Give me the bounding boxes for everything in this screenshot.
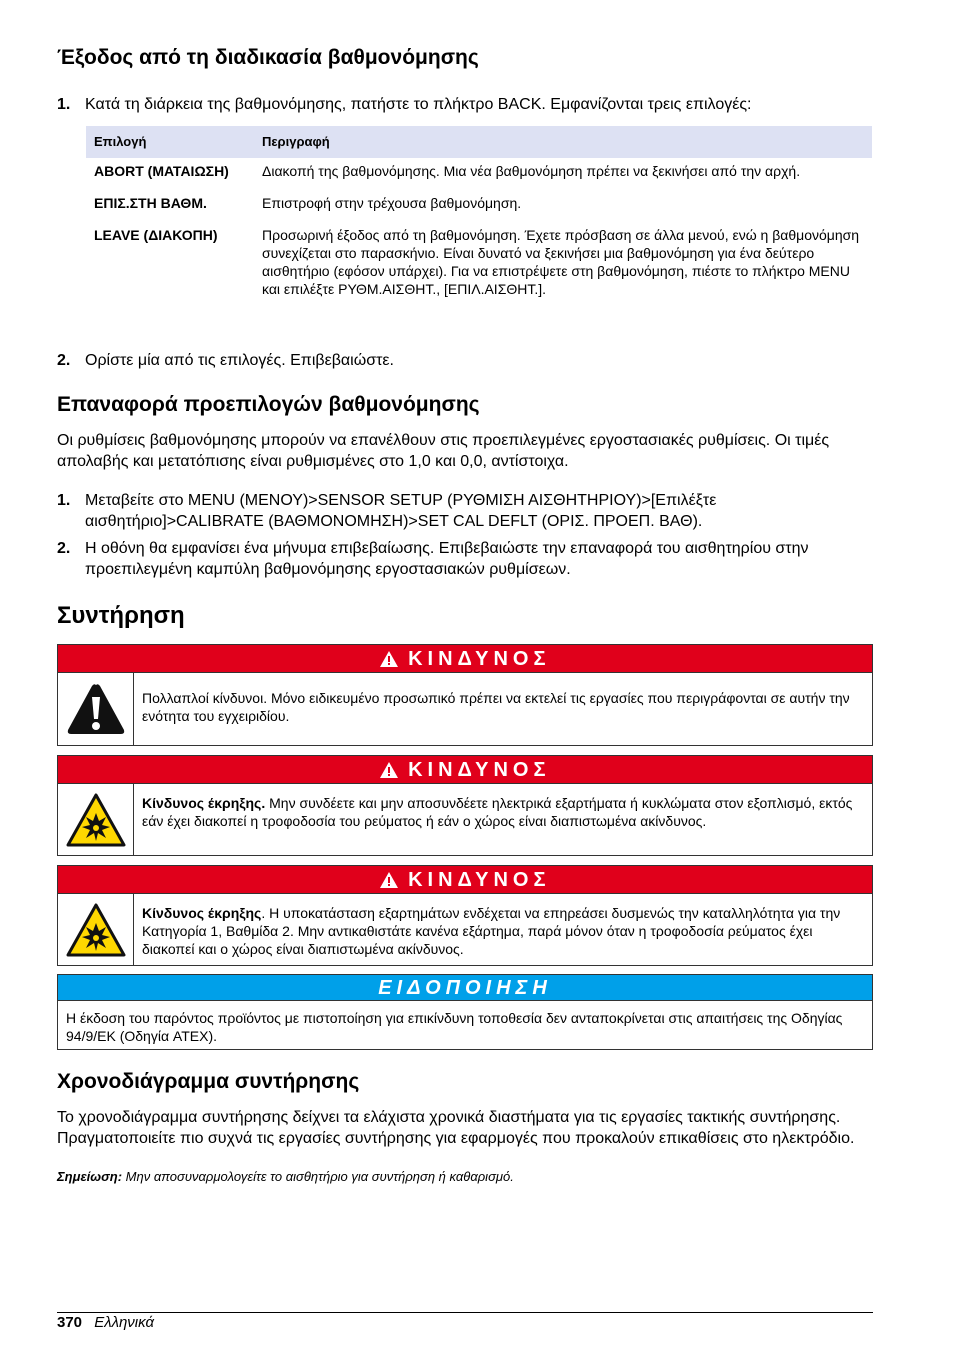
- danger-text-bold: Κίνδυνος έκρηξης: [142, 905, 262, 921]
- description-cell: Διακοπή της βαθμονόμησης. Μια νέα βαθμονόμηση πρέπει να ξεκινήσει από την αρχή.: [262, 163, 801, 179]
- column-header-option: Επιλογή: [86, 126, 254, 158]
- danger-header: [58, 645, 872, 673]
- table-row: [86, 190, 872, 222]
- option-cell: ΕΠΙΣ.ΣΤΗ ΒΑΘΜ.: [94, 195, 207, 211]
- footer: [57, 1313, 154, 1333]
- option-cell: LEAVE (ΔΙΑΚΟΠΗ): [94, 227, 218, 243]
- options-table: [86, 126, 872, 308]
- danger-label: ΚΙΝΔΥΝΟΣ: [408, 869, 551, 891]
- table-row: [86, 222, 872, 308]
- note: [57, 1168, 873, 1185]
- description-cell: Προσωρινή έξοδος από τη βαθμονόμηση. Έχετε πρόσβαση σε άλλα μενού, ενώ η βαθμονόμηση συνεχίζεται στο παρασκήνιο. Είναι δυνατό να ξεκινήσει μια βαθμονόμηση για ένα δεύτερο αισθητήριο (εφόσον υπάρχει). Για να επιστρέψετε στη βαθμονόμηση, πιέστε το πλήκτρο MENU και επιλέξτε ΡΥΘΜ.ΑΙΣΘΗΤ., [ΕΠΙΛ.ΑΙΣΘΗΤ.].: [262, 227, 860, 297]
- reset-step-2: [57, 538, 873, 580]
- explosion-hazard-icon: [58, 784, 134, 855]
- danger-text: [134, 894, 872, 965]
- danger-header: [58, 866, 872, 894]
- notice-text: Η έκδοση του παρόντος προϊόντος με πιστοποίηση για επικίνδυνη τοποθεσία δεν ανταποκρίνεται στις απαιτήσεις της Οδηγίας 94/9/ΕΚ (Οδηγία ATEX).: [66, 1010, 843, 1044]
- description-cell: Επιστροφή στην τρέχουσα βαθμονόμηση.: [262, 195, 522, 211]
- danger-text-bold: Κίνδυνος έκρηξης.: [142, 795, 266, 811]
- reset-step-1: [57, 490, 873, 532]
- reset-intro-paragraph: Οι ρυθμίσεις βαθμονόμησης μπορούν να επανέλθουν στις προεπιλεγμένες εργοστασιακές ρυθμίσεις. Οι τιμές απολαβής και μετατόπισης είναι ρυθμισμένες στο 1,0 και 0,0, αντίστοιχα.: [57, 432, 830, 470]
- option-cell: ABORT (ΜΑΤΑΙΩΣΗ): [94, 163, 229, 179]
- step-1: [57, 94, 873, 115]
- explosion-hazard-icon: [58, 894, 134, 965]
- step-number: 1.: [57, 492, 71, 509]
- page-number: 370: [57, 1314, 83, 1331]
- column-header-description: Περιγραφή: [254, 126, 872, 158]
- step-number: 2.: [57, 352, 71, 369]
- warning-triangle-icon: [380, 648, 409, 670]
- footer-divider: [57, 1312, 873, 1313]
- danger-label: ΚΙΝΔΥΝΟΣ: [408, 759, 551, 781]
- section-title-exit-calibration: Έξοδος από τη διαδικασία βαθμονόμησης: [57, 46, 479, 69]
- danger-box-1: [57, 644, 873, 746]
- danger-text: Πολλαπλοί κίνδυνοι. Μόνο ειδικευμένο προσωπικό πρέπει να εκτελεί τις εργασίες που περιγράφονται σε αυτήν την ενότητα του εγχειριδίου.: [142, 690, 850, 724]
- step-text: Ορίστε μία από τις επιλογές. Επιβεβαιώστε.: [85, 352, 394, 369]
- danger-text-body: . Η υποκατάσταση εξαρτημάτων ενδέχεται να επηρεάσει δυσμενώς την καταλληλότητα για την Κατηγορία 1, Βαθμίδα 2. Μην αντικαθιστάτε κανένα εξάρτημα, παρά μόνον όταν η τροφοδοσία ρεύματος έχει διακοπεί και ο χώρος είναι διαπιστωμένα ακίνδυνος.: [142, 905, 841, 957]
- section-title-maintenance-schedule: Χρονοδιάγραμμα συντήρησης: [57, 1070, 360, 1093]
- step-text: Μεταβείτε στο MENU (ΜΕΝΟΥ)>SENSOR SETUP (ΡΥΘΜΙΣΗ ΑΙΣΘΗΤΗΡΙΟΥ)>[Επιλέξτε αισθητήριο]>CALIBRATE (ΒΑΘΜΟΝΟΜΗΣΗ)>SET CAL DEFLT (ΟΡΙΣ. ΠΡΟΕΠ. ΒΑΘ).: [85, 492, 717, 530]
- danger-label: ΚΙΝΔΥΝΟΣ: [408, 648, 551, 670]
- danger-text: [134, 784, 872, 855]
- warning-triangle-icon: [380, 869, 409, 891]
- step-text: Κατά τη διάρκεια της βαθμονόμησης, πατήστε το πλήκτρο BACK. Εμφανίζονται τρεις επιλογές:: [85, 96, 752, 113]
- section-title-reset-defaults: Επαναφορά προεπιλογών βαθμονόμησης: [57, 393, 480, 416]
- step-2: [57, 350, 873, 371]
- danger-header: [58, 756, 872, 784]
- footer-language: Ελληνικά: [94, 1314, 155, 1331]
- danger-box-2: [57, 755, 873, 856]
- notice-box: [57, 974, 873, 1050]
- danger-text-body: Μην συνδέετε και μην αποσυνδέετε ηλεκτρικά εξαρτήματα ή κυκλώματα στον εξοπλισμό, εκτός εάν έχει διακοπεί η τροφοδοσία του ρεύματος ή εάν ο χώρος είναι διαπιστωμένα ακίνδυνος.: [142, 795, 853, 829]
- step-number: 2.: [57, 540, 71, 557]
- warning-triangle-icon: [380, 759, 409, 781]
- notice-header: ΕΙΔΟΠΟΙΗΣΗ: [58, 975, 872, 1001]
- note-label: Σημείωση:: [57, 1169, 123, 1184]
- schedule-intro-paragraph: Το χρονοδιάγραμμα συντήρησης δείχνει τα ελάχιστα χρονικά διαστήματα για τις εργασίες τακτικής συντήρησης. Πραγματοποιείτε πιο συχνά τις εργασίες συντήρησης για εφαρμογές που προκαλούν επικαθίσεις στο ηλεκτρόδιο.: [57, 1109, 855, 1147]
- table-row: [86, 158, 872, 190]
- section-title-maintenance: Συντήρηση: [57, 602, 185, 629]
- note-text: Μην αποσυναρμολογείτε το αισθητήριο για συντήρηση ή καθαρισμό.: [122, 1169, 514, 1184]
- danger-box-3: [57, 865, 873, 966]
- hazard-triangle-icon: [58, 673, 134, 745]
- step-text: Η οθόνη θα εμφανίσει ένα μήνυμα επιβεβαίωσης. Επιβεβαιώστε την επαναφορά του αισθητηρίου στην προεπιλεγμένη καμπύλη βαθμονόμησης εργοστασιακών ρυθμίσεων.: [85, 540, 809, 578]
- step-number: 1.: [57, 96, 71, 113]
- table-header-row: [86, 126, 872, 158]
